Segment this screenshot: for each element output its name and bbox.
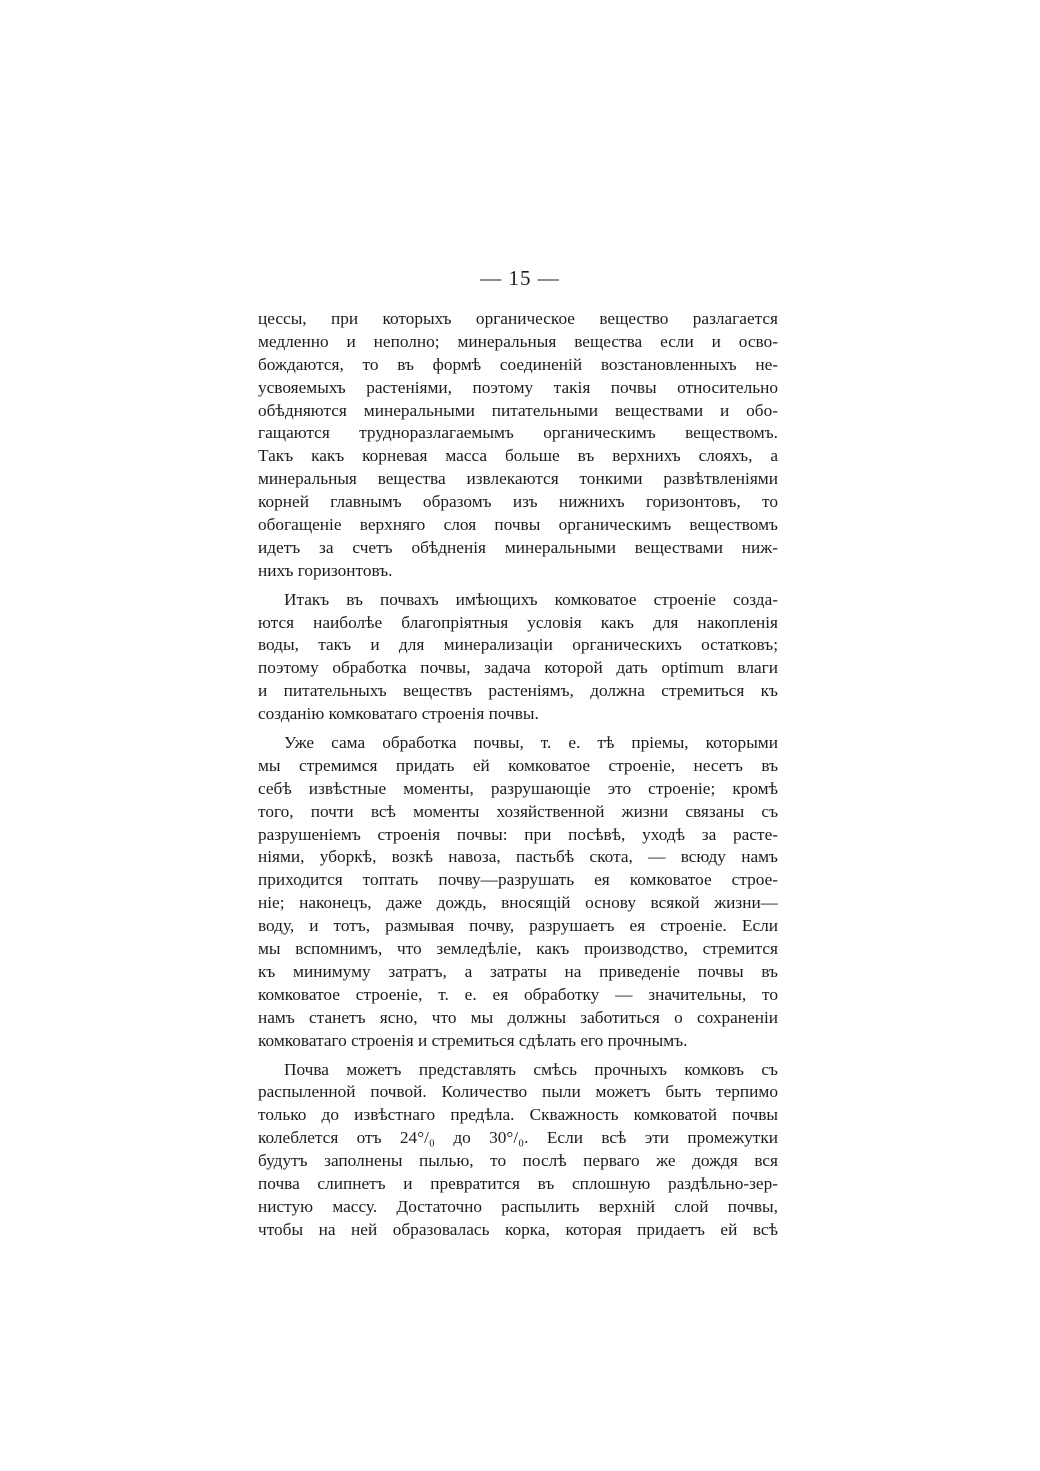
text-line: обогащеніе верхняго слоя почвы органическимъ веществомъ — [258, 515, 778, 535]
text-line: медленно и неполно; минеральныя вещества если и осво- — [258, 331, 778, 351]
text-line: комковатаго строенія и стремиться сдѣлать его прочнымъ. — [258, 1030, 688, 1050]
text-line: Итакъ въ почвахъ имѣющихъ комковатое строеніе созда- — [284, 589, 778, 609]
text-line: идетъ за счетъ обѣдненія минеральными веществами ниж- — [258, 537, 778, 557]
paragraph — [258, 308, 778, 583]
text-line: Уже сама обработка почвы, т. е. тѣ пріемы, которыми — [284, 733, 778, 753]
text-line: почва слипнетъ и превратится въ сплошную раздѣльно-зер- — [258, 1173, 778, 1193]
text-line: комковатое строеніе, т. е. ея обработку — значительны, то — [258, 984, 778, 1004]
text-line: того, почти всѣ моменты хозяйственной жизни связаны съ — [258, 801, 778, 821]
text-line: ются наиболѣе благопріятныя условія какъ для накопленія — [258, 612, 778, 632]
text-line: къ минимуму затратъ, а затраты на приведеніе почвы въ — [258, 961, 778, 981]
text-line: нистую массу. Достаточно распылить верхній слой почвы, — [258, 1196, 778, 1216]
text-line: приходится топтать почву—разрушать ея комковатое строе- — [258, 870, 778, 890]
text-line: обѣдняются минеральными питательными веществами и обо- — [258, 400, 778, 420]
body-text — [258, 308, 778, 1242]
text-line: Почва можетъ представлять смѣсь прочныхъ комковъ съ — [284, 1059, 778, 1079]
text-line: колеблется отъ 24°/₀ до 30°/₀. Если всѣ эти промежутки — [258, 1128, 778, 1148]
text-line: мы вспомнимъ, что земледѣліе, какъ производство, стремится — [258, 939, 778, 959]
page-number: — 15 — — [480, 266, 560, 290]
text-line: поэтому обработка почвы, задача которой дать optimum влаги — [258, 658, 778, 678]
text-line: будутъ заполнены пылью, то послѣ перваго же дождя вся — [258, 1151, 778, 1171]
text-line: нихъ горизонтовъ. — [258, 560, 393, 580]
paragraph — [258, 1059, 778, 1242]
text-line: гащаются трудноразлагаемымъ органическимъ веществомъ. — [258, 423, 778, 443]
text-line: воду, и тотъ, размывая почву, разрушаетъ ея строеніе. Если — [258, 916, 778, 936]
text-line: и питательныхъ веществъ растеніямъ, должна стремиться къ — [258, 681, 778, 701]
text-line: разрушеніемъ строенія почвы: при посѣвѣ, уходѣ за расте- — [258, 824, 778, 844]
text-line: чтобы на ней образовалась корка, которая придаетъ ей всѣ — [258, 1219, 778, 1239]
text-line: созданію комковатаго строенія почвы. — [258, 704, 539, 724]
text-line: бождаются, то въ формѣ соединеній возстановленныхъ не- — [258, 354, 778, 374]
text-line: ніе; наконецъ, даже дождь, вносящій основу всякой жизни— — [258, 893, 778, 913]
text-line: цессы, при которыхъ органическое вещество разлагается — [258, 309, 778, 328]
text-line: минеральныя вещества извлекаются тонкими развѣтвленіями — [258, 469, 778, 489]
text-line: только до извѣстнаго предѣла. Скважность комковатой почвы — [258, 1105, 778, 1125]
paragraph — [258, 589, 778, 726]
text-line: корней главнымъ образомъ изъ нижнихъ горизонтовъ, то — [258, 492, 778, 512]
text-line: себѣ извѣстные моменты, разрушающіе это строеніе; кромѣ — [258, 778, 778, 798]
text-line: намъ станетъ ясно, что мы должны заботиться о сохраненіи — [258, 1007, 778, 1027]
text-line: усвояемыхъ растеніями, поэтому такія почвы относительно — [258, 377, 778, 397]
paragraph — [258, 732, 778, 1052]
text-line: воды, такъ и для минерализаціи органическихъ остатковъ; — [258, 635, 778, 655]
text-line: мы стремимся придать ей комковатое строеніе, несетъ въ — [258, 755, 778, 775]
text-line: ніями, уборкѣ, возкѣ навоза, пастьбѣ скота, — всюду намъ — [258, 847, 778, 867]
text-line: Такъ какъ корневая масса больше въ верхнихъ слояхъ, а — [258, 446, 778, 466]
text-line: распыленной почвой. Количество пыли можетъ быть терпимо — [258, 1082, 778, 1102]
